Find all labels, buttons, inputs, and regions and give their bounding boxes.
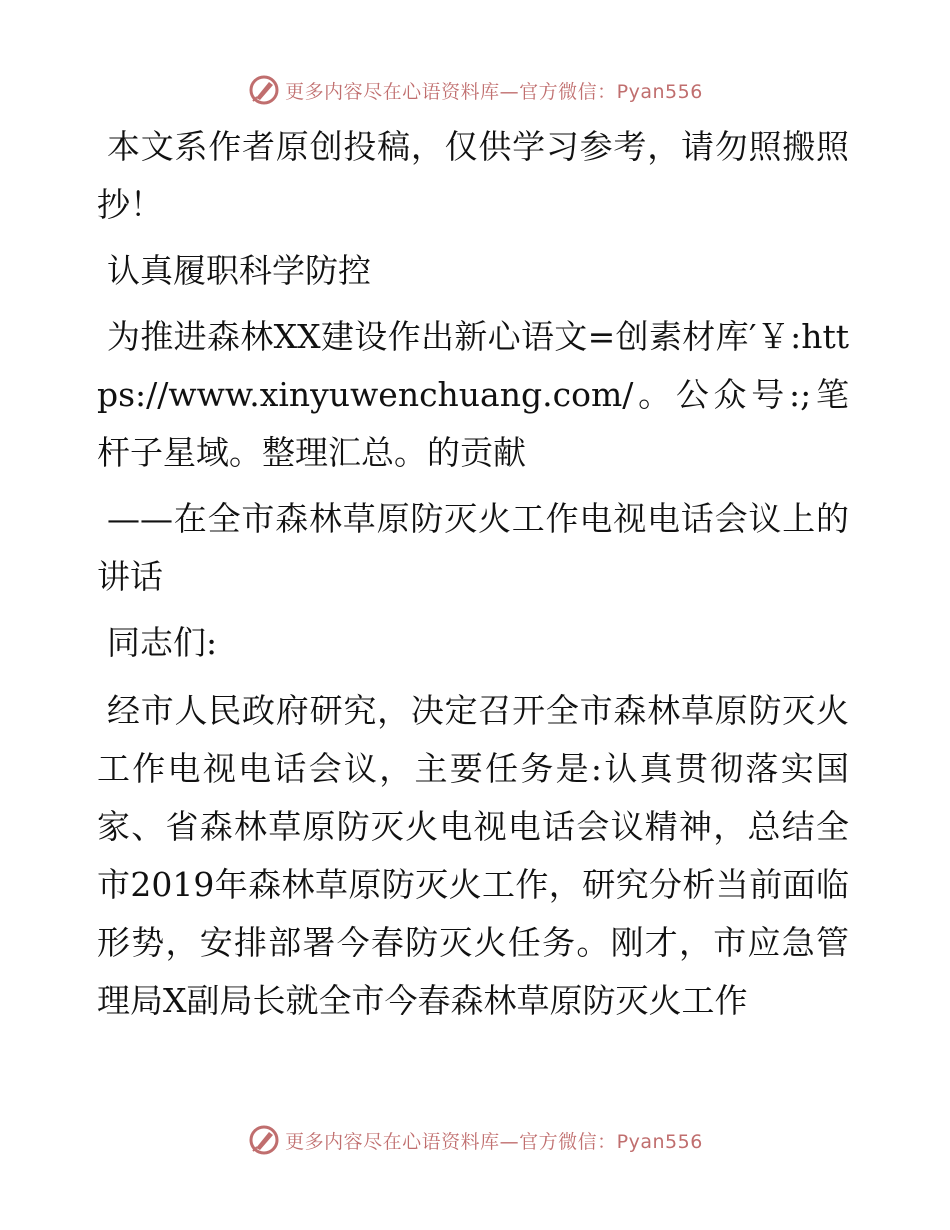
- document-subtitle: 为推进森林XX建设作出新心语文=创素材库′￥:https://www.xinyuwenchuang.com/。公众号:;笔杆子星域。整理汇总。的贡献: [97, 317, 849, 472]
- copyright-notice: 本文系作者原创投稿，仅供学习参考，请勿照搬照抄！: [97, 127, 849, 224]
- watermark-text: 更多内容尽在心语资料库—官方微信：Pyan556: [285, 80, 703, 103]
- watermark-wechat-id: Pyan556: [616, 80, 703, 103]
- document-title: 认真履职科学防控: [107, 251, 371, 290]
- quill-circle-logo-icon: [247, 1123, 281, 1157]
- document-body: [97, 118, 849, 1030]
- footer-watermark: [0, 1120, 950, 1160]
- speech-occasion: ——在全市森林草原防灭火工作电视电话会议上的讲话: [97, 499, 849, 596]
- header-watermark: [0, 70, 950, 110]
- watermark-text: 更多内容尽在心语资料库—官方微信：Pyan556: [285, 1130, 703, 1153]
- body-paragraph: 经市人民政府研究，决定召开全市森林草原防灭火工作电视电话会议，主要任务是:认真贯彻落实国家、省森林草原防灭火电视电话会议精神，总结全市2019年森林草原防灭火工作，研究分析当前面临形势，安排部署今春防灭火任务。刚才，市应急管理局X副局长就全市今春森林草原防灭火工作: [97, 691, 849, 1020]
- quill-circle-logo-icon: [247, 73, 281, 107]
- salutation: 同志们:: [107, 623, 218, 662]
- watermark-wechat-id: Pyan556: [616, 1130, 703, 1153]
